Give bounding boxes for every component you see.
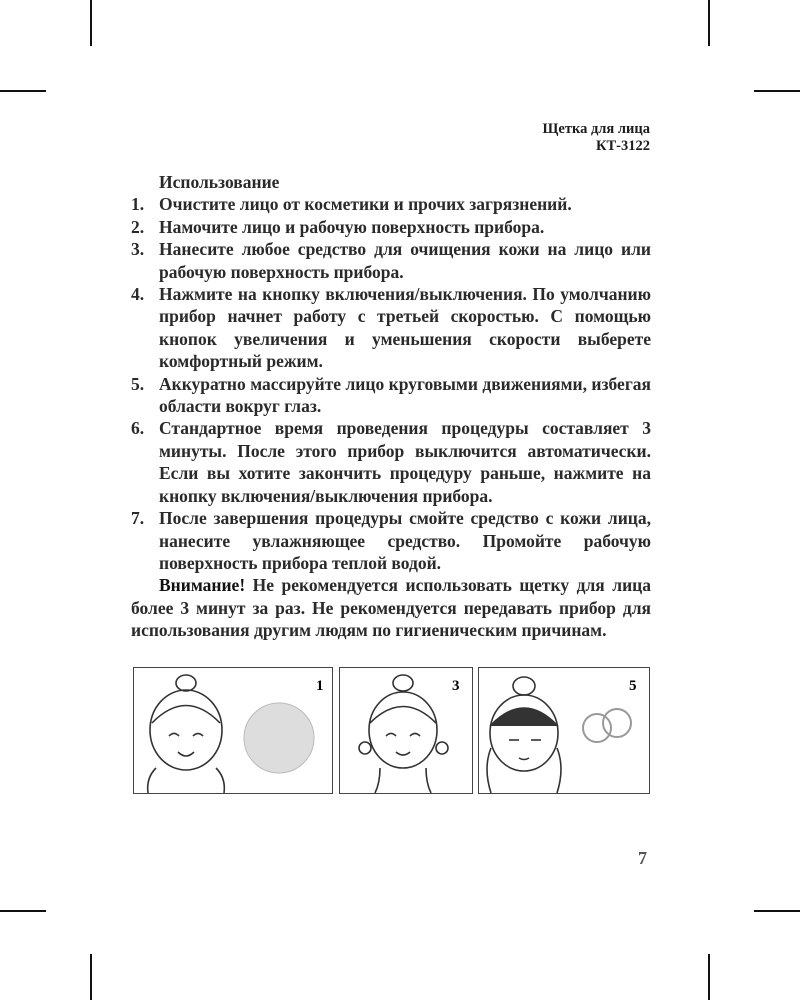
warning-label: Внимание! (159, 575, 246, 596)
crop-mark (754, 90, 800, 92)
list-item (131, 238, 651, 283)
illustration-panel-3 (339, 667, 473, 794)
step-number: 5. (131, 373, 145, 394)
illustration-panel-5 (478, 667, 650, 794)
list-item (131, 507, 651, 574)
list-item (131, 193, 651, 215)
step-number: 1. (131, 194, 145, 215)
step-number: 3. (131, 239, 145, 260)
step-text: Очистите лицо от косметики и прочих загрязнений. (159, 194, 572, 215)
page-number: 7 (638, 848, 647, 868)
illustration-panel-1 (133, 667, 333, 794)
header-product-name: Щетка для лица (542, 121, 650, 137)
panel-number: 5 (629, 678, 637, 694)
step-text: Намочите лицо и рабочую поверхность прибора. (159, 216, 545, 237)
list-item (131, 216, 651, 238)
step-number: 2. (131, 216, 145, 237)
step-text: Стандартное время проведения процедуры составляет 3 минуты. После этого прибор выключится автоматически. Если вы хотите закончить процедуру раньше, нажмите на кнопку включения/выключения прибора. (159, 418, 651, 506)
header-model-number: КТ-3122 (595, 138, 650, 154)
page-header (542, 121, 650, 155)
crop-mark (754, 910, 800, 912)
panel-number: 3 (452, 678, 460, 694)
circular-motion-icon (583, 709, 631, 742)
crop-mark (90, 0, 92, 46)
face-cleansing-illustration (134, 668, 332, 793)
brush-head-icon (244, 703, 314, 773)
step-number: 7. (131, 508, 145, 529)
face-massage-illustration (479, 668, 649, 793)
crop-mark (0, 910, 46, 912)
warning-paragraph (131, 574, 651, 641)
list-item (131, 373, 651, 418)
list-item (131, 417, 651, 507)
steps-list (131, 193, 651, 574)
list-item (131, 283, 651, 373)
crop-mark (90, 954, 92, 1000)
instructions (131, 171, 651, 642)
section-title: Использование (159, 172, 280, 192)
crop-mark (708, 954, 710, 1000)
step-number: 4. (131, 284, 145, 305)
step-text: Аккуратно массируйте лицо круговыми движениями, избегая области вокруг глаз. (159, 373, 651, 417)
step-text: Нанесите любое средство для очищения кожи на лицо или рабочую поверхность прибора. (159, 239, 651, 282)
step-number: 6. (131, 418, 145, 439)
crop-mark (0, 90, 46, 92)
warning-text: Не рекомендуется использовать щетку для лица более 3 минут за раз. Не рекомендуется передавать прибор для использования другим людям по гигиеническим причинам. (131, 575, 651, 641)
crop-mark (708, 0, 710, 46)
step-text: После завершения процедуры смойте средство с кожи лица, нанесите увлажняющее средство. Промойте рабочую поверхность прибора теплой водой. (159, 508, 651, 573)
face-washing-illustration (340, 668, 472, 793)
panel-number: 1 (316, 678, 324, 694)
step-text: Нажмите на кнопку включения/выключения. По умолчанию прибор начнет работу с третьей скоростью. С помощью кнопок увеличения и уменьшения скорости выберете комфортный режим. (159, 284, 651, 372)
